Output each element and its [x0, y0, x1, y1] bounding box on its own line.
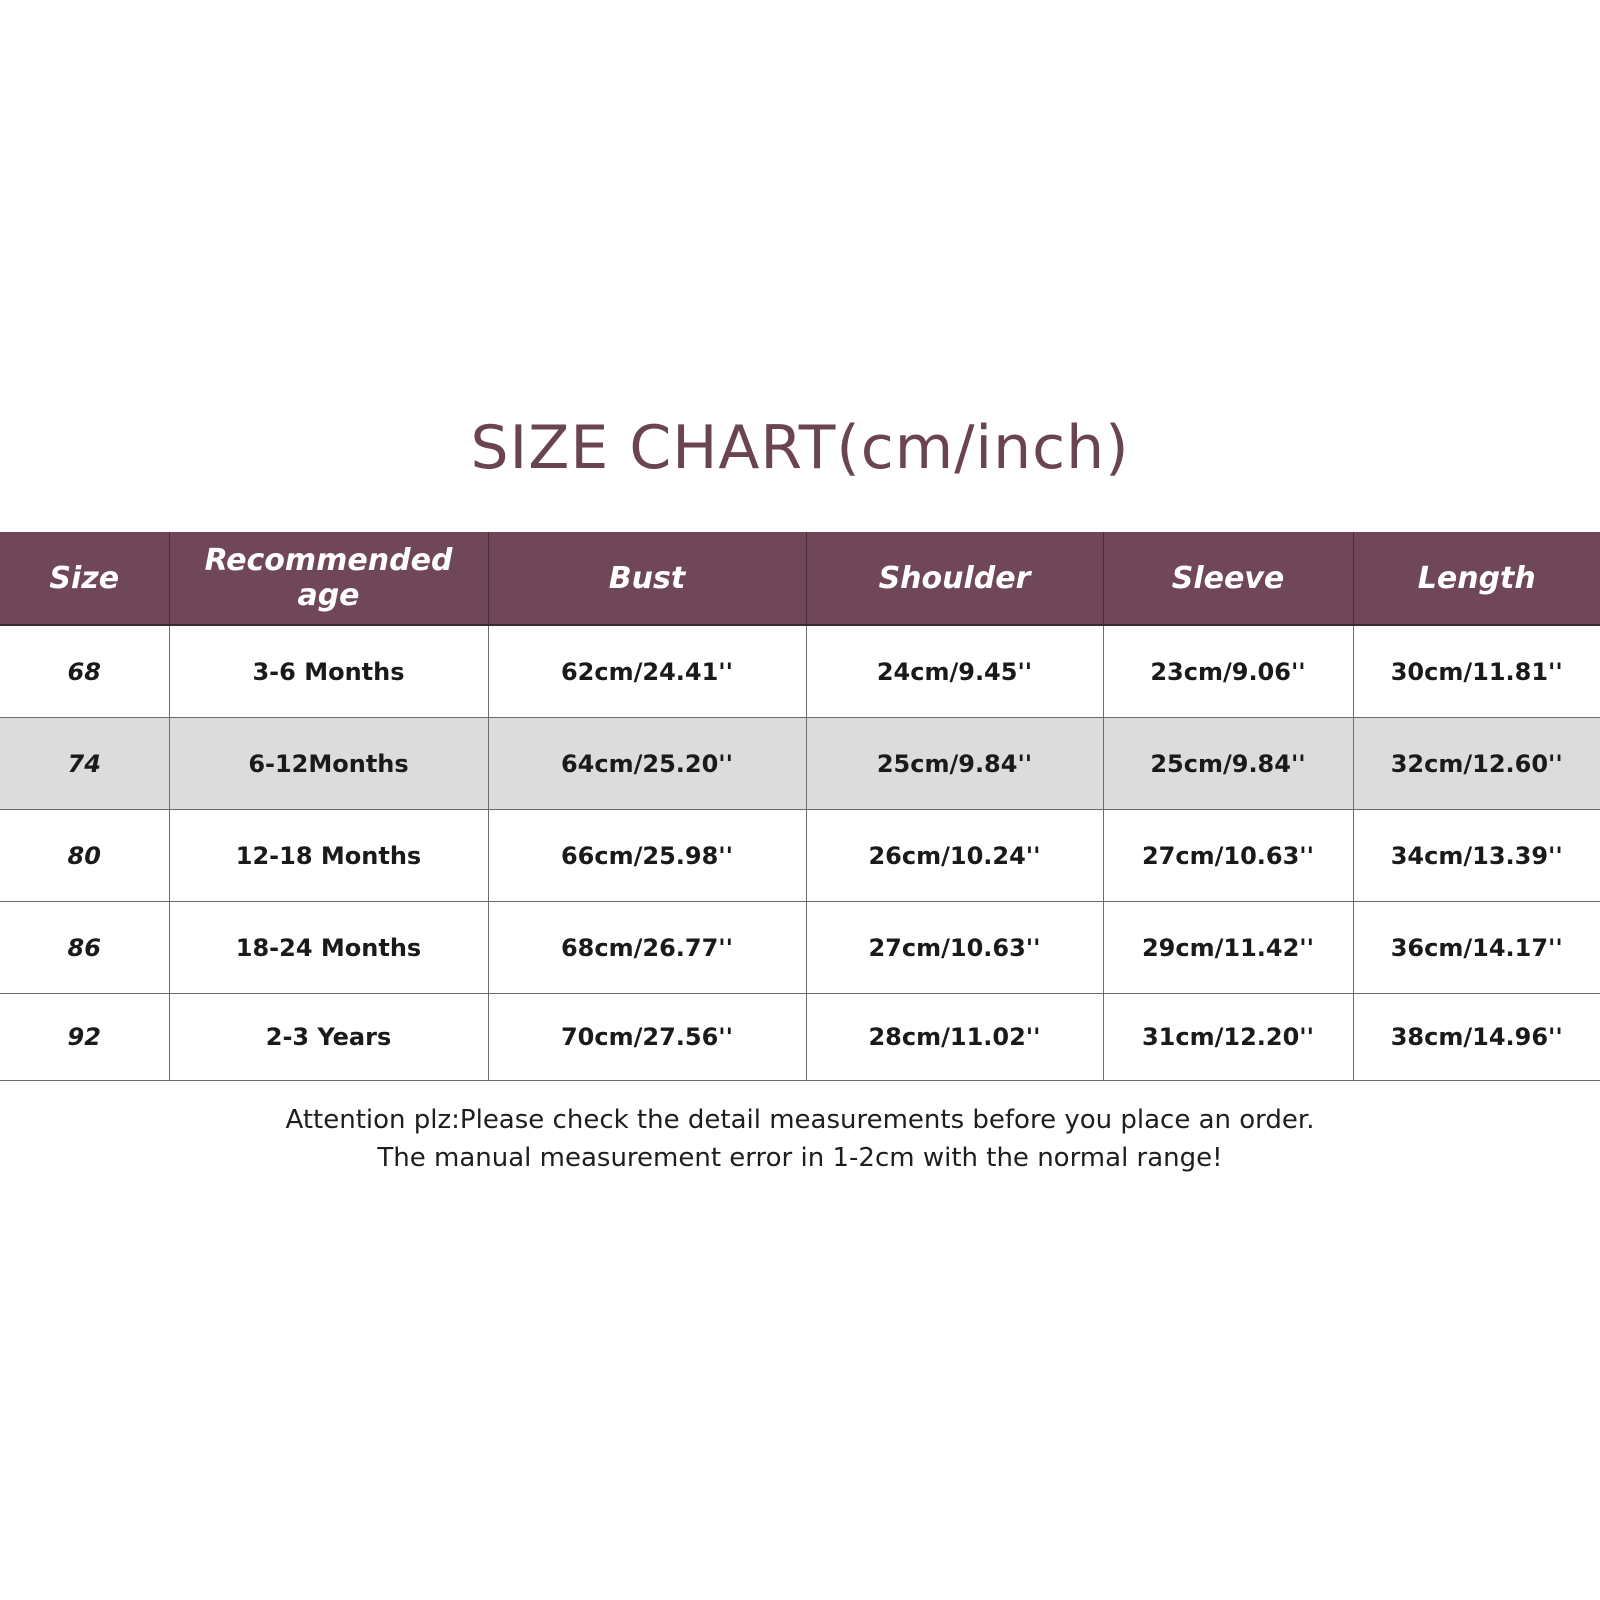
cell-sleeve: 27cm/10.63''	[1103, 810, 1353, 902]
cell-age: 18-24 Months	[169, 902, 488, 994]
size-table	[0, 532, 1600, 1081]
table-row	[0, 994, 1600, 1081]
cell-length: 32cm/12.60''	[1353, 718, 1600, 810]
cell-sleeve: 31cm/12.20''	[1103, 994, 1353, 1081]
attention-note: Attention plz:Please check the detail measurements before you place an order.	[285, 1105, 1315, 1135]
cell-length: 30cm/11.81''	[1353, 625, 1600, 718]
cell-shoulder: 25cm/9.84''	[806, 718, 1103, 810]
cell-shoulder: 27cm/10.63''	[806, 902, 1103, 994]
header-shoulder: Shoulder	[806, 532, 1103, 625]
header-sleeve: Sleeve	[1103, 532, 1353, 625]
cell-size: 80	[0, 810, 169, 902]
header-bust: Bust	[488, 532, 806, 625]
cell-shoulder: 24cm/9.45''	[806, 625, 1103, 718]
cell-bust: 64cm/25.20''	[488, 718, 806, 810]
cell-shoulder: 28cm/11.02''	[806, 994, 1103, 1081]
cell-sleeve: 25cm/9.84''	[1103, 718, 1353, 810]
cell-size: 74	[0, 718, 169, 810]
table-row	[0, 810, 1600, 902]
cell-age: 12-18 Months	[169, 810, 488, 902]
cell-size: 92	[0, 994, 169, 1081]
cell-size: 86	[0, 902, 169, 994]
cell-sleeve: 23cm/9.06''	[1103, 625, 1353, 718]
cell-age: 6-12Months	[169, 718, 488, 810]
table-row	[0, 625, 1600, 718]
table-row	[0, 902, 1600, 994]
measurement-error-note: The manual measurement error in 1-2cm with the normal range!	[377, 1143, 1223, 1173]
cell-age: 3-6 Months	[169, 625, 488, 718]
cell-bust: 66cm/25.98''	[488, 810, 806, 902]
cell-length: 36cm/14.17''	[1353, 902, 1600, 994]
cell-size: 68	[0, 625, 169, 718]
cell-sleeve: 29cm/11.42''	[1103, 902, 1353, 994]
table-row	[0, 718, 1600, 810]
table-header-row	[0, 532, 1600, 625]
cell-shoulder: 26cm/10.24''	[806, 810, 1103, 902]
size-chart-title: SIZE CHART(cm/inch)	[470, 413, 1130, 483]
cell-length: 34cm/13.39''	[1353, 810, 1600, 902]
header-length: Length	[1353, 532, 1600, 625]
cell-bust: 62cm/24.41''	[488, 625, 806, 718]
cell-age: 2-3 Years	[169, 994, 488, 1081]
cell-bust: 70cm/27.56''	[488, 994, 806, 1081]
cell-length: 38cm/14.96''	[1353, 994, 1600, 1081]
header-recommended-age: Recommended age	[169, 532, 488, 625]
header-size: Size	[0, 532, 169, 625]
cell-bust: 68cm/26.77''	[488, 902, 806, 994]
